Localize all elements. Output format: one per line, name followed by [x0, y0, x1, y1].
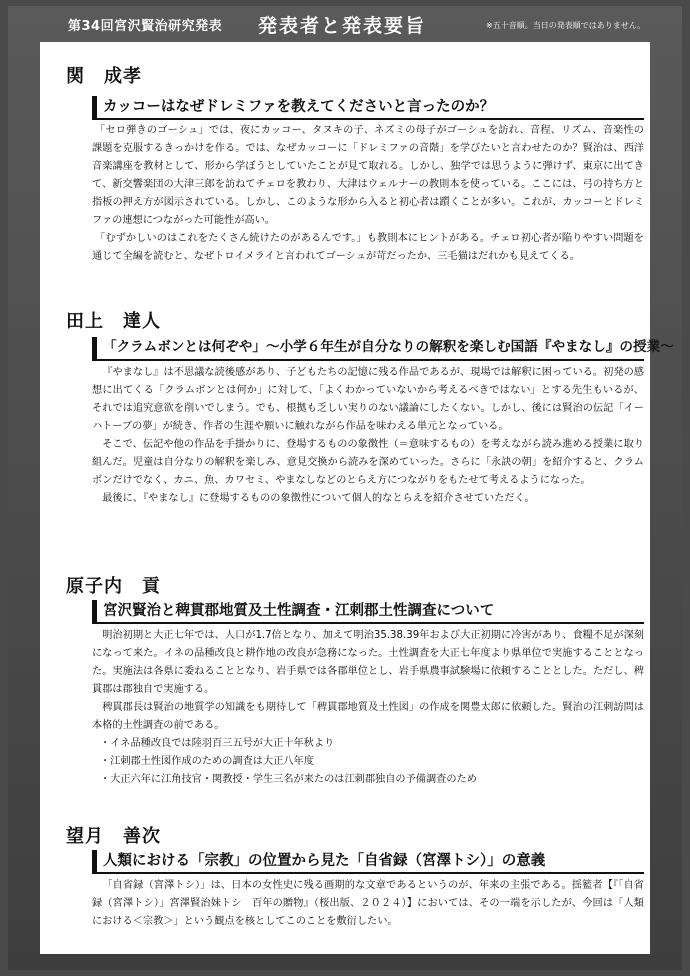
order-note: ※五十音順。当日の発表順ではありません。 [486, 21, 646, 30]
bullet-list [92, 735, 644, 789]
abstract-paragraph: 『やまなし』は不思議な読後感があり、子どもたちの記憶に残る作品であるが、現場では解釈に困っている。初発の感想に出てくる「クラムボンとは何か」に対して、「よくわかっていないから考えるべきではない」とする先生もいるが、それでは追究意欲を削いでしまう。でも、根拠も乏しい実りのない議論にしたくない。しかし、後には賢治の伝記「イーハトーブの夢」が続き、作者の生涯や願いに触れながら作品を味わえる単元となっている。 [92, 367, 644, 432]
abstract [92, 877, 644, 931]
speaker-name: 田上 達人 [66, 311, 161, 332]
abstract-paragraph: 明治初期と大正七年では、人口が1.7倍となり、加えて明治35.38.39年および大正初期に冷害があり、食糧不足が深刻になって来た。イネの品種改良と耕作地の改良が急務になった。土性調査を大正七年度より県単位で実施することとなった。実施法は各県に委ねることとなり、岩手県では各郡単位とし、岩手県農事試験場に依頼することとした。ただし、稗貫郡は郡独自で実施する。 [92, 630, 644, 695]
abstract-paragraph: そこで、伝記や他の作品を手掛かりに、登場するものの象徴性（＝意味するもの）を考えながら読み進める授業に取り組んだ。児童は自分なりの解釈を楽しみ、意見交換から読みを深めていった。さらに「永訣の朝」を紹介すると、クラムボンだけでなく、カニ、魚、カワセミ、やまなしなどのとらえ方につながりをもたせて考えるようになった。 [92, 439, 644, 486]
abstract [92, 627, 644, 789]
list-item: ・イネ品種改良では陸羽百三五号が大正十年秋より [100, 738, 335, 749]
abstract [92, 122, 644, 266]
talk-title: 人類における「宗教」の位置から見た「自省録（宮澤トシ）」の意義 [92, 850, 644, 874]
list-item: ・江刺郡土性図作成のための調査は大正八年度 [100, 756, 314, 767]
abstract [92, 364, 644, 508]
event-name: 第34回宮沢賢治研究発表 [68, 19, 223, 34]
abstract-paragraph: 最後に、『やまなし』に登場するものの象徴性について個人的なとらえを紹介させていただく。 [102, 493, 535, 504]
speaker-name: 原子内 貢 [66, 576, 161, 597]
page-frame [8, 6, 682, 970]
content-sheet [40, 42, 674, 954]
talk-title: 宮沢賢治と稗貫郡地質及土性調査・江刺郡土性調査について [92, 600, 644, 624]
abstract-paragraph: 稗貫郡長は賢治の地質学の知識をも期待して「稗貫郡地質及土性図」の作成を関豊太郎に依頼した。賢治の江刺訪問は本格的土性調査の前である。 [92, 702, 644, 731]
page-title: 発表者と発表要旨 [258, 15, 427, 37]
speaker-name: 関 成孝 [66, 66, 142, 87]
header-bar [8, 6, 682, 40]
speaker-name: 望月 善次 [66, 826, 161, 847]
list-item: ・大正六年に江角技官・関教授・学生三名が来たのは江刺郡独自の予備調査のため [100, 774, 477, 785]
abstract-paragraph: 「セロ弾きのゴーシュ」では、夜にカッコー、タヌキの子、ネズミの母子がゴーシュを訪れ、音程、リズム、音楽性の課題を克服するきっかけを作る。では、なぜカッコーに「ドレミファの音階」を学びたいと言わせたのか？賢治は、西洋音楽講座を教材として、形から学ぼうとしていたことが見て取れる。しかし、独学では思うように弾けず、東京に出てきて、新交響楽団の大津三郎を訪ねてチェロを教わり、大津はウェルナーの教則本を使っている。ここには、弓の持ち方と指板の押え方が図示されている。しかし、このような形から入ると初心者は躓くことが多い。これが、カッコーとドレミファの連想につながった可能性が高い。 [92, 125, 644, 226]
abstract-paragraph: 「むずかしいのはこれをたくさん続けたのがあるんです。」も教則本にヒントがある。チェロ初心者が陥りやすい問題を通じて全編を読むと、なぜトロイメライと言われてゴーシュが苛だったか、三毛猫はだれかも見えてくる。 [92, 233, 644, 262]
talk-title: カッコーはなぜドレミファを教えてくださいと言ったのか？ [92, 96, 644, 120]
talk-title: 「クラムボンとは何ぞや」～小学６年生が自分なりの解釈を楽しむ国語『やまなし』の授業～ [92, 337, 644, 361]
abstract-paragraph: 「自省録（宮澤トシ）」は、日本の女性史に残る画期的な文章であるというのが、年来の主張である。揺籃者【『「自省録（宮澤トシ）」宮澤賢治妹トシ 百年の贈物』（桜出版、２０２４）】においては、その一端を示したが、今回は「人類における＜宗教＞」という観点を核としてこのことを敷衍したい。 [92, 880, 644, 927]
